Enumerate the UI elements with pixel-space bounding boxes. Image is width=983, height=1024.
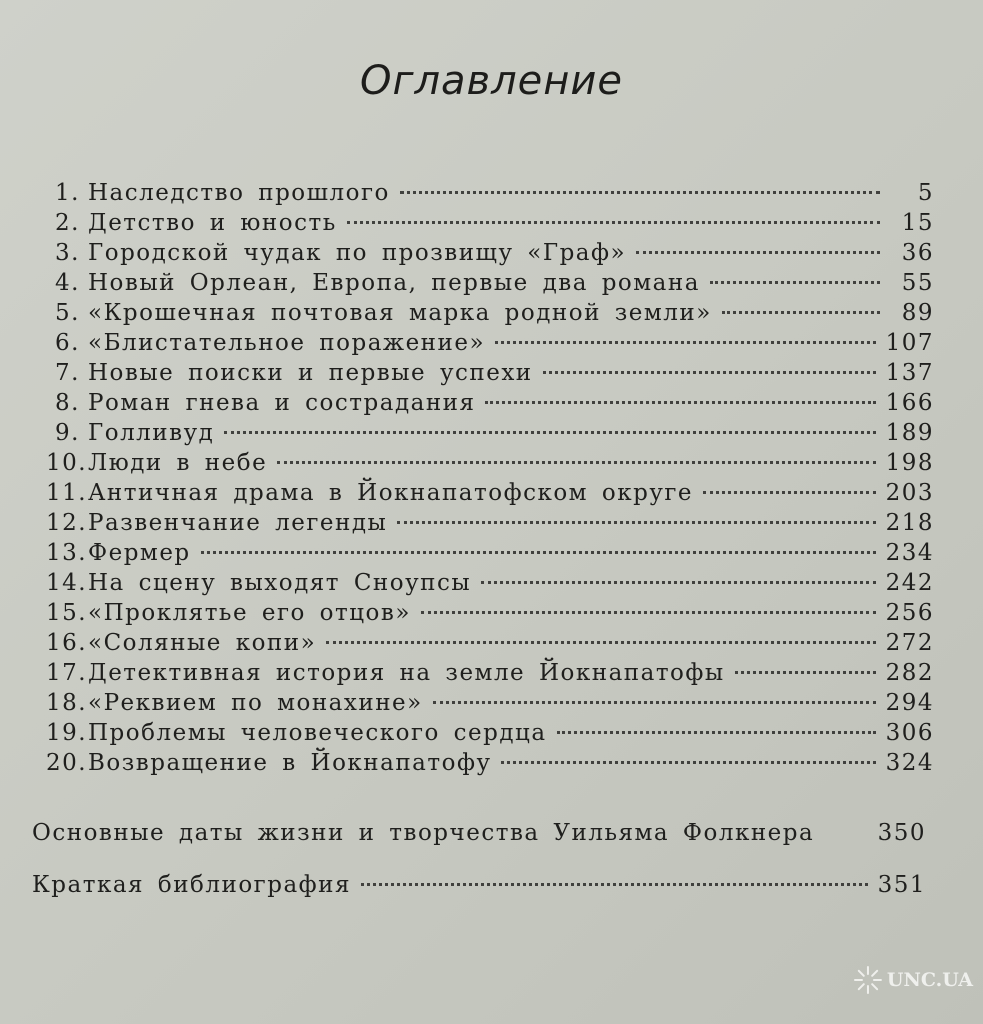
chapter-title: «Проклятье его отцов» [88, 600, 411, 626]
chapter-title: «Соляные копи» [88, 630, 317, 656]
chapter-number: 15. [46, 600, 88, 626]
watermark-text: UNC.UA [886, 969, 973, 991]
page-number: 89 [901, 300, 934, 326]
page-number: 203 [885, 480, 934, 506]
toc-entry [46, 358, 934, 388]
chapter-title: Городской чудак по прозвищу «Граф» [88, 240, 627, 266]
toc-entry [46, 298, 934, 328]
chapter-title: Новый Орлеан, Европа, первые два романа [88, 270, 700, 296]
chapter-number: 7. [55, 360, 80, 386]
dot-leader [224, 431, 875, 434]
chapter-number: 18. [46, 690, 88, 716]
dot-leader [501, 761, 875, 764]
chapter-title: Возвращение в Йокнапатофу [88, 750, 492, 776]
page-number: 137 [885, 360, 934, 386]
page-number: 350 [877, 820, 926, 846]
chapter-number: 12. [46, 510, 88, 536]
chapter-number: 9. [55, 420, 80, 446]
dot-leader [347, 221, 880, 224]
dot-leader [495, 341, 876, 344]
chapter-title: Наследство прошлого [88, 180, 390, 206]
chapter-number: 13. [46, 540, 88, 566]
page-number: 324 [885, 750, 934, 776]
dot-leader [421, 611, 876, 614]
dot-leader [735, 671, 876, 674]
chapter-title: Античная драма в Йокнапатофском округе [88, 480, 694, 506]
dot-leader [361, 883, 868, 886]
page-number: 107 [885, 330, 934, 356]
chapter-number: 8. [55, 390, 80, 416]
dot-leader [710, 281, 880, 284]
dot-leader [722, 311, 880, 314]
page-number: 242 [885, 570, 934, 596]
page-number: 36 [901, 240, 934, 266]
chapter-number: 16. [46, 630, 88, 656]
appendix-entry [32, 818, 926, 848]
dot-leader [485, 401, 875, 404]
page-number: 351 [877, 872, 926, 898]
chapter-title: Люди в небе [88, 450, 268, 476]
page-number: 55 [901, 270, 934, 296]
page-number: 15 [901, 210, 934, 236]
chapter-number: 4. [55, 270, 80, 296]
appendix-title: Основные даты жизни и творчества Уильяма Фолкнера [32, 820, 815, 846]
dot-leader [277, 461, 875, 464]
chapter-title: Новые поиски и первые успехи [88, 360, 533, 386]
chapter-title: Роман гнева и сострадания [88, 390, 476, 416]
chapter-title: Детективная история на земле Йокнапатофы [88, 660, 725, 686]
chapter-number: 10. [46, 450, 88, 476]
chapter-number: 1. [55, 180, 80, 206]
page-number: 306 [885, 720, 934, 746]
chapter-title: На сцену выходят Сноупсы [88, 570, 472, 596]
dot-leader [400, 191, 880, 194]
toc-entry [46, 268, 934, 298]
page-number: 189 [885, 420, 934, 446]
chapter-title: Проблемы человеческого сердца [88, 720, 547, 746]
toc-entry [46, 448, 934, 478]
page-number: 256 [885, 600, 934, 626]
dot-leader [543, 371, 876, 374]
dot-leader [433, 701, 876, 704]
page-number: 234 [885, 540, 934, 566]
chapter-title: Развенчание легенды [88, 510, 388, 536]
chapter-title: «Реквием по монахине» [88, 690, 423, 716]
page-number: 272 [885, 630, 934, 656]
chapter-number: 19. [46, 720, 88, 746]
page-number: 5 [917, 180, 934, 206]
chapter-list [46, 178, 934, 778]
dot-leader [397, 521, 875, 524]
toc-entry [46, 418, 934, 448]
page-number: 198 [885, 450, 934, 476]
chapter-title: Фермер [88, 540, 191, 566]
toc-entry [46, 538, 934, 568]
toc-entry [46, 568, 934, 598]
dot-leader [481, 581, 875, 584]
chapter-title: «Крошечная почтовая марка родной земли» [88, 300, 712, 326]
toc-entry [46, 688, 934, 718]
chapter-number: 17. [46, 660, 88, 686]
toc-entry [46, 478, 934, 508]
page-number: 218 [885, 510, 934, 536]
page-number: 294 [885, 690, 934, 716]
page-number: 166 [885, 390, 934, 416]
toc-entry [46, 718, 934, 748]
chapter-title: Голливуд [88, 420, 215, 446]
chapter-number: 6. [55, 330, 80, 356]
chapter-title: Детство и юность [88, 210, 337, 236]
chapter-number: 5. [55, 300, 80, 326]
appendix-title: Краткая библиография [32, 872, 352, 898]
toc-entry [46, 328, 934, 358]
toc-entry [46, 208, 934, 238]
chapter-number: 3. [55, 240, 80, 266]
toc-entry [46, 628, 934, 658]
toc-entry [46, 598, 934, 628]
sunburst-icon [853, 965, 883, 995]
chapter-title: «Блистательное поражение» [88, 330, 486, 356]
chapter-number: 14. [46, 570, 88, 596]
chapter-number: 20. [46, 750, 88, 776]
page-title: Оглавление [359, 58, 624, 104]
toc-entry [46, 658, 934, 688]
dot-leader [703, 491, 876, 494]
toc-entry [46, 748, 934, 778]
chapter-number: 11. [46, 480, 88, 506]
toc-entry [46, 508, 934, 538]
page-number: 282 [885, 660, 934, 686]
watermark [853, 950, 973, 1010]
dot-leader [557, 731, 876, 734]
toc-entry [46, 388, 934, 418]
dot-leader [326, 641, 875, 644]
toc-entry [46, 238, 934, 268]
chapter-number: 2. [55, 210, 80, 236]
appendix-entry [32, 870, 926, 900]
dot-leader [636, 251, 880, 254]
toc-entry [46, 178, 934, 208]
dot-leader [201, 551, 876, 554]
